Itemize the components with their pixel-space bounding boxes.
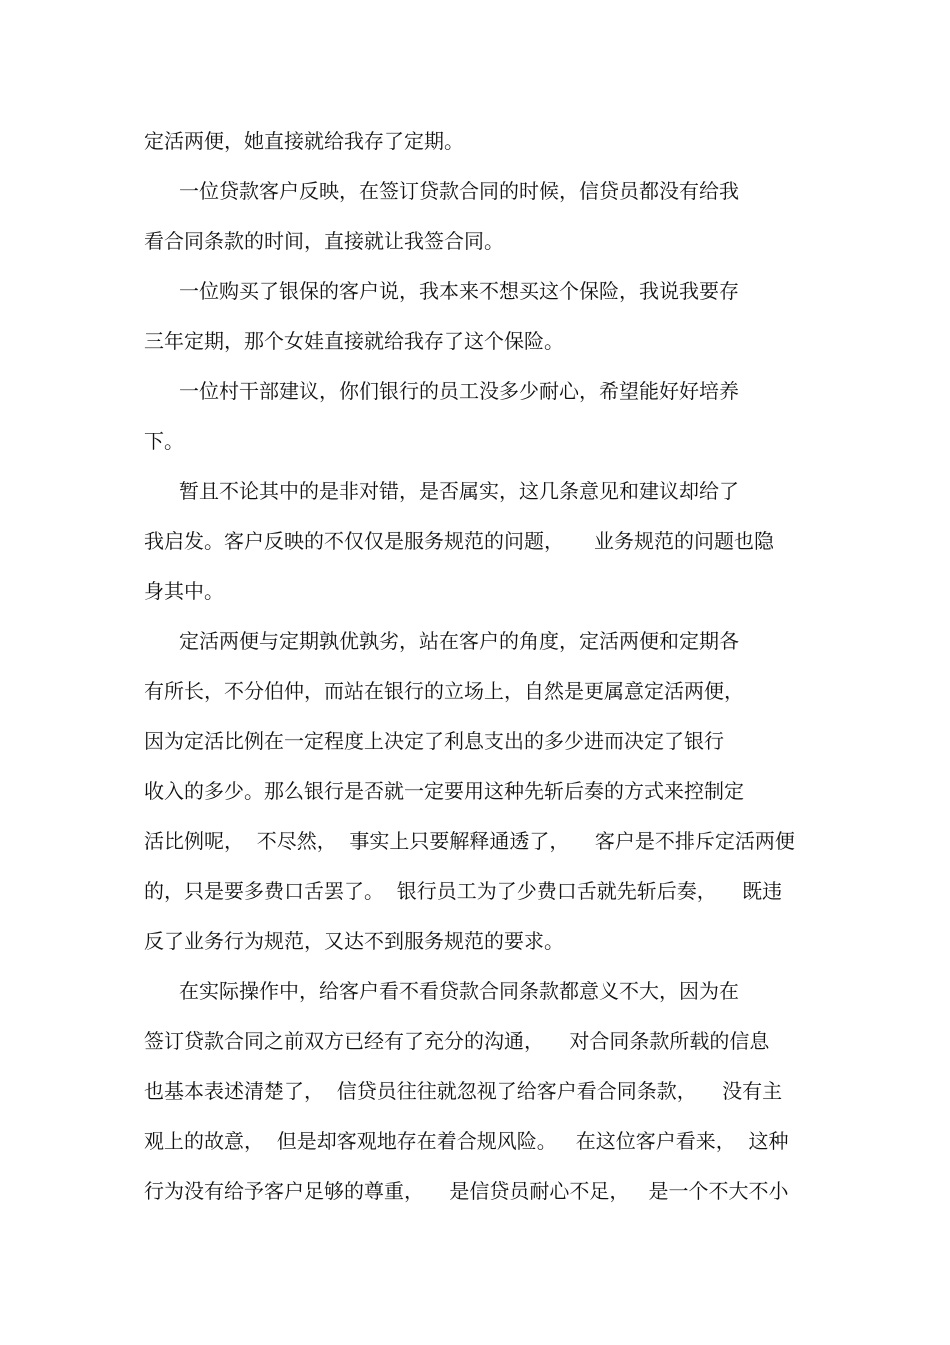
text-line: 活比例呢， 不尽然， 事实上只要解释通透了， 客户是不排斥定活两便: [144, 829, 795, 853]
text-line: 看合同条款的时间，直接就让我签合同。: [144, 229, 504, 253]
text-line: 的，只是要多费口舌罢了。 银行员工为了少费口舌就先斩后奏， 既违: [144, 879, 783, 903]
text-line: 我启发。客户反映的不仅仅是服务规范的问题， 业务规范的问题也隐: [144, 529, 774, 553]
text-line: 下。: [144, 429, 184, 453]
text-line: 定活两便，她直接就给我存了定期。: [144, 129, 464, 153]
text-line: 三年定期，那个女娃直接就给我存了这个保险。: [144, 329, 564, 353]
text-line: 因为定活比例在一定程度上决定了利息支出的多少进而决定了银行: [144, 729, 724, 753]
text-line: 在实际操作中，给客户看不看贷款合同条款都意义不大，因为在: [179, 979, 739, 1003]
text-line: 收入的多少。那么银行是否就一定要用这种先斩后奏的方式来控制定: [144, 779, 744, 803]
text-line: 一位购买了银保的客户说，我本来不想买这个保险，我说我要存: [179, 279, 739, 303]
text-line: 有所长，不分伯仲，而站在银行的立场上，自然是更属意定活两便，: [144, 679, 744, 703]
text-line: 一位贷款客户反映，在签订贷款合同的时候，信贷员都没有给我: [179, 179, 739, 203]
text-line: 签订贷款合同之前双方已经有了充分的沟通， 对合同条款所载的信息: [144, 1029, 770, 1053]
text-line: 反了业务行为规范，又达不到服务规范的要求。: [144, 929, 564, 953]
text-line: 行为没有给予客户足够的尊重， 是信贷员耐心不足， 是一个不大不小: [144, 1179, 789, 1203]
text-line: 定活两便与定期孰优孰劣，站在客户的角度，定活两便和定期各: [179, 629, 739, 653]
text-line: 身其中。: [144, 579, 224, 603]
text-line: 暂且不论其中的是非对错，是否属实，这几条意见和建议却给了: [179, 479, 739, 503]
text-line: 观上的故意， 但是却客观地存在着合规风险。 在这位客户看来， 这种: [144, 1129, 789, 1153]
text-line: 也基本表述清楚了， 信贷员往往就忽视了给客户看合同条款， 没有主: [144, 1079, 783, 1103]
text-line: 一位村干部建议，你们银行的员工没多少耐心，希望能好好培养: [179, 379, 739, 403]
